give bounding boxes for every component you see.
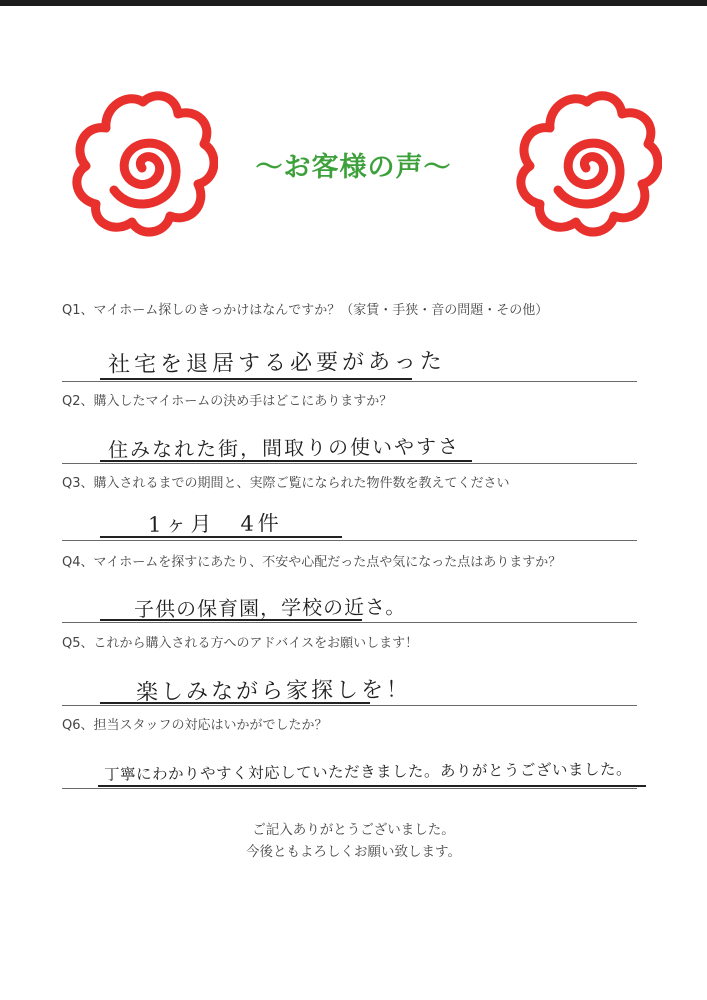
- answer-4: 子供の保育園，学校の近さ。: [133, 594, 407, 622]
- answer-underline: [98, 785, 646, 787]
- question-6: Q6、担当スタッフの対応はいかがでしたか？: [62, 718, 328, 733]
- question-2: Q2、購入したマイホームの決め手はどこにありますか？: [62, 394, 393, 409]
- answer-5: 楽しみながら家探しを！: [135, 677, 412, 706]
- answer-1: 社宅を退居する必要があった: [107, 349, 446, 378]
- answer-rule: [62, 463, 637, 464]
- flower-stamp-icon: [512, 88, 662, 238]
- answer-2: 住みなれた街，間取りの使いやすさ: [107, 434, 461, 462]
- question-4: Q4、マイホームを探すにあたり、不安や心配だった点や気になった点はありますか？: [62, 555, 562, 570]
- answer-underline: [100, 378, 412, 380]
- answer-rule: [62, 705, 637, 706]
- answer-rule: [62, 381, 637, 382]
- answer-6: 丁寧にわかりやすく対応していただきました。ありがとうございました。: [103, 760, 633, 784]
- scan-edge: [0, 0, 707, 6]
- answer-rule: [62, 540, 637, 541]
- answer-3: 1ヶ月 4件: [147, 511, 283, 537]
- question-1: Q1、マイホーム探しのきっかけはなんですか？（家賃・手狭・音の問題・その他）: [62, 303, 549, 318]
- answer-rule: [62, 622, 637, 623]
- answer-underline: [100, 536, 342, 538]
- question-5: Q5、これから購入される方へのアドバイスをお願いします！: [62, 636, 419, 651]
- closing-line-1: ご記入ありがとうございました。: [252, 822, 455, 838]
- answer-underline: [100, 619, 362, 621]
- answer-underline: [100, 460, 472, 462]
- answer-underline: [100, 702, 370, 704]
- answer-rule: [62, 788, 637, 789]
- question-3: Q3、購入されるまでの期間と、実際ご覧になられた物件数を教えてください: [62, 476, 510, 491]
- page-title: ～お客様の声～: [255, 152, 452, 183]
- closing-line-2: 今後ともよろしくお願い致します。: [246, 844, 461, 860]
- flower-stamp-icon: [68, 88, 218, 238]
